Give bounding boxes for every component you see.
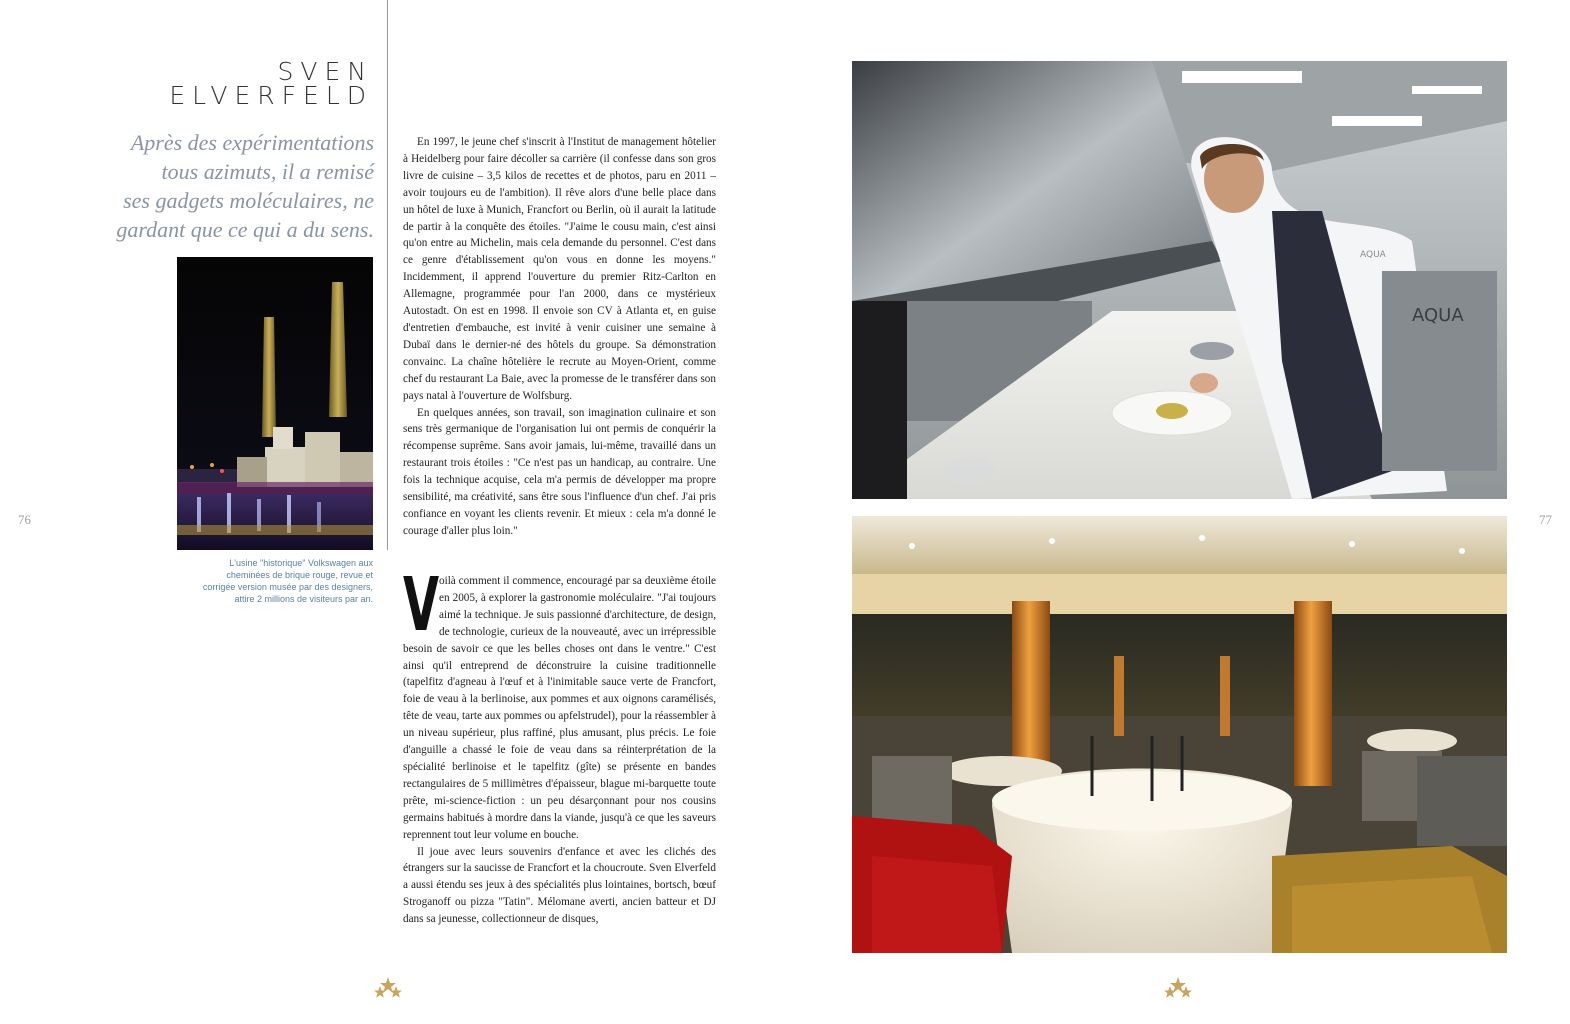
pullquote-line: gardant que ce qui a du sens.: [116, 217, 374, 242]
kitchen-wall-logo: AQUA: [1412, 305, 1464, 326]
chef-name-last: ELVERFELD: [169, 81, 373, 110]
caption-line: corrigée version musée par des designers,: [202, 582, 373, 592]
article-paragraph: En 1997, le jeune chef s'inscrit à l'Institut de management hôtelier à Heidelberg pour faire décoller sa carrière (il confesse dans son gros livre de cuisine – 3,5 kilos de recettes et de photos, paru en 2011 – avoir toujours eu de l'ambition). Il rêve alors d'une belle place dans un hôtel de luxe à Munich, Francfort ou Berlin, où il aurait la latitude de partir à la conquête des étoiles. "J'aime le cousu main, c'est ainsi qu'on entre au Michelin, mais cela demande du personnel. C'est dans ce genre d'établissement qu'on vous en donne les moyens." Incidemment, il apprend l'ouverture du premier Ritz-Carlton en Allemagne, programmée pour l'an 2000, dans ce mystérieux Autostadt. On est en 1998. Il envoie son CV à Atlanta et, en guise d'entretien d'embauche, est invité à venir cuisiner une semaine à Dubaï dans le dernier-né des hôtels du groupe. Sa démonstration convainc. La chaîne hôtelière le recrute au Moyen-Orient, comme chef du restaurant La Baie, avec la promesse de le transférer dans son pays natal à l'ouverture de Wolfsburg.: [403, 136, 716, 402]
drop-cap: V: [403, 562, 440, 648]
two-stars-icon: [1163, 976, 1193, 1000]
article-column-lower: [403, 562, 716, 928]
article-paragraph: Il joue avec leurs souvenirs d'enfance et avec les clichés des étrangers sur la saucisse de Francfort et la choucroute. Sven Elverfeld a aussi étendu ses jeux à des spécialités plus lointaines, bortsch, bœuf Stroganoff ou pizza "Tatin". Mélomane averti, ancien batteur et DJ dans sa jeunesse, collectionneur de disques,: [403, 845, 716, 926]
caption-line: attire 2 millions de visiteurs par an.: [234, 594, 373, 604]
volkswagen-factory-photo: [177, 257, 373, 550]
article-paragraph: En quelques années, son travail, son imagination culinaire et son sens très germanique de l'organisation lui ont permis de conquérir la récompense suprême. Sans avoir jamais, lui-même, travaillé dans un restaurant trois étoiles : "Ce n'est pas un handicap, au contraire. Une fois la technique acquise, cela m'a permis de développer ma propre sensibilité, ma créativité, sans être sous l'influence d'un chef. J'ai pris confiance en voyant les clients revenir. Et mieux : cela m'a donné le courage d'aller plus loin.": [403, 406, 716, 537]
page-number-left: 76: [18, 512, 31, 527]
article-paragraph-dropcap: [403, 562, 716, 844]
chef-name-first: SVEN: [277, 57, 373, 86]
chef-kitchen-photo: [852, 61, 1507, 499]
pullquote-line: tous azimuts, il a remisé: [161, 159, 374, 184]
restaurant-dining-room-photo: [852, 516, 1507, 953]
photo-caption: [173, 557, 373, 605]
chef-jacket-logo: AQUA: [1360, 250, 1386, 260]
caption-line: L'usine "historique" Volkswagen aux: [229, 558, 373, 568]
two-stars-icon: [373, 976, 403, 1000]
page-number-right: 77: [1539, 512, 1552, 527]
pullquote-line: ses gadgets moléculaires, ne: [123, 188, 374, 213]
article-column-upper: [403, 134, 716, 540]
caption-line: cheminées de brique rouge, revue et: [226, 570, 373, 580]
column-divider: [387, 0, 388, 550]
pullquote-line: Après des expérimentations: [130, 130, 374, 155]
pullquote: [100, 128, 374, 244]
article-text: oilà comment il commence, encouragé par sa deuxième étoile en 2005, à explorer la gastronomie moléculaire. "J'ai toujours aimé la technique. Je suis passionné d'architecture, de design, de technologie, curieux de la nouveauté, avec un irrépressible besoin de savoir ce que les belles choses ont dans le ventre." C'est ainsi qu'il entreprend de déconstruire la cuisine traditionnelle (tapelfitz d'agneau à l'œuf et à l'inimitable sauce verte de Francfort, foie de veau à la berlinoise, aux pommes et aux oignons caramélisés, tête de veau, tarte aux pommes ou apfelstrudel), pour la réassembler à un niveau supérieur, plus raffiné, plus amusant, plus précis. Le foie d'anguille a chassé le foie de veau dans sa réinterprétation de la spécialité berlinoise et le tapelfitz (gîte) se présente en bandes rectangulaires de 5 millimètres d'épaisseur, blague mi-barquette toute prête, mi-science-fiction : un peu désarçonnant pour nos cousins germains habitués à mordre dans la viande, jusqu'à ce que les saveurs reprennent tout leur volume en bouche.: [403, 575, 716, 841]
